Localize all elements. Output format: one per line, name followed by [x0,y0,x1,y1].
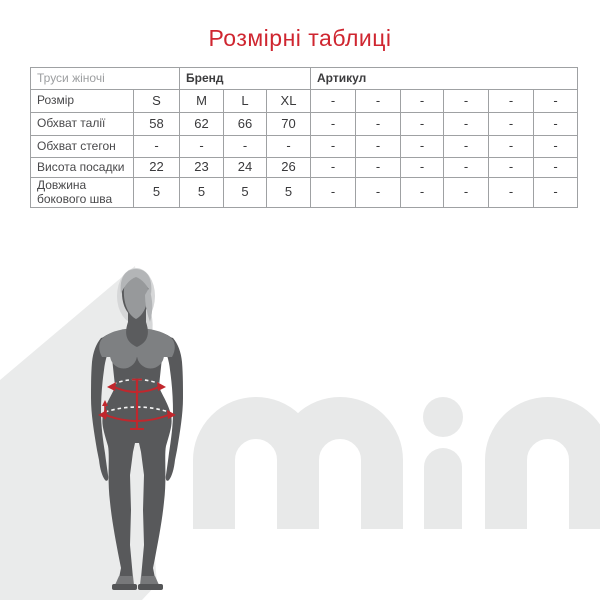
cell: - [267,136,311,158]
cell: 5 [134,178,180,208]
cell: - [489,113,534,136]
cell: - [489,90,534,113]
row-label: Висота посадки [31,158,134,178]
cell: XL [267,90,311,113]
cell: 66 [224,113,267,136]
row-label: Обхват стегон [31,136,134,158]
cell: - [534,178,578,208]
cell: - [311,113,356,136]
cell: 22 [134,158,180,178]
cell: - [356,113,401,136]
cell: - [311,158,356,178]
cell: - [356,158,401,178]
watermark-letter-m [214,418,382,529]
watermark-letter-n [506,418,590,529]
cell: - [180,136,224,158]
watermark-letter-i [423,397,463,529]
left-sandal [112,584,137,590]
waist-arrow-right [157,382,166,391]
cell: - [444,158,489,178]
row-label: Довжина бокового шва [31,178,134,208]
cell: 70 [267,113,311,136]
cell: S [134,90,180,113]
right-sandal [138,584,163,590]
cell: - [444,136,489,158]
cell: - [401,90,444,113]
cell: - [401,158,444,178]
cell: 26 [267,158,311,178]
cell: - [534,158,578,178]
cell: - [534,90,578,113]
breast-left [110,342,137,369]
row-label: Розмір [31,90,134,113]
watermark-min-text [214,397,590,529]
cell: - [444,90,489,113]
cell: - [311,178,356,208]
cell: - [311,136,356,158]
cell: - [224,136,267,158]
cell: - [444,113,489,136]
cell: - [444,178,489,208]
cell: L [224,90,267,113]
product-label: Труси жіночі [31,68,180,90]
cell: 5 [180,178,224,208]
cell: - [134,136,180,158]
cell: - [311,90,356,113]
cell: - [401,178,444,208]
cell: 23 [180,158,224,178]
cell: - [534,136,578,158]
cell: - [356,136,401,158]
cell: - [401,113,444,136]
article-header: Артикул [311,68,578,90]
cell: 62 [180,113,224,136]
cell: - [489,158,534,178]
cell: 5 [224,178,267,208]
cell: 5 [267,178,311,208]
brand-header: Бренд [180,68,311,90]
page-title: Розмірні таблиці [208,25,392,51]
cell: - [356,90,401,113]
cell: - [534,113,578,136]
cell: M [180,90,224,113]
cell: - [356,178,401,208]
breast-right [137,342,164,369]
cell: - [489,178,534,208]
row-label: Обхват талії [31,113,134,136]
cell: - [401,136,444,158]
cell: - [489,136,534,158]
cell: 24 [224,158,267,178]
cell: 58 [134,113,180,136]
